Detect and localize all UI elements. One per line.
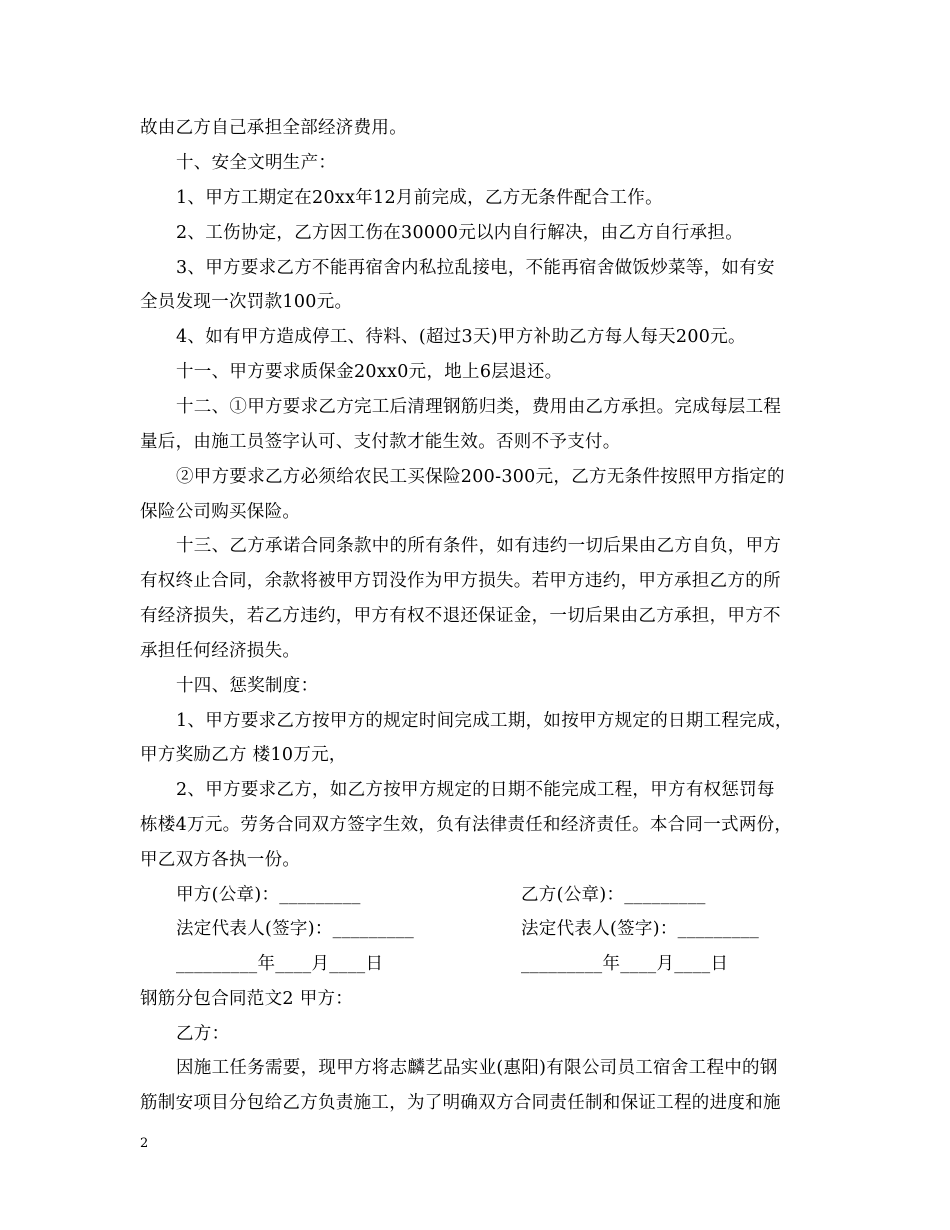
text-line: 有经济损失，若乙方违约，甲方有权不退还保证金，一切后果由乙方承担，甲方不 (140, 606, 781, 626)
section-heading: 十、安全文明生产： (176, 153, 337, 173)
section-heading: 十一、甲方要求质保金20xx0元，地上6层退还。 (176, 362, 563, 382)
text-line: 4、如有甲方造成停工、待料、(超过3天)甲方补助乙方每人每天200元。 (176, 327, 746, 347)
text-line: 量后，由施工员签字认可、支付款才能生效。否则不予支付。 (140, 432, 621, 452)
text-line: 承担任何经济损失。 (140, 641, 301, 661)
text-line: 因施工任务需要，现甲方将志麟艺品实业(惠阳)有限公司员工宿舍工程中的钢 (176, 1058, 778, 1078)
text-line: 故由乙方自己承担全部经济费用。 (140, 118, 407, 138)
document-title-line: 钢筋分包合同范文2 甲方： (140, 989, 354, 1009)
party-b-representative: 法定代表人(签字)：_________ (521, 919, 760, 939)
text-line: 栋楼4万元。劳务合同双方签字生效，负有法律责任和经济责任。本合同一式两份， (140, 815, 793, 835)
text-line: 2、工伤协定，乙方因工伤在30000元以内自行解决，由乙方自行承担。 (176, 223, 744, 243)
party-b-date: _________年____月____日 (521, 954, 729, 974)
text-line: 甲乙双方各执一份。 (140, 850, 301, 870)
party-a-date: _________年____月____日 (176, 954, 384, 974)
text-line: 1、甲方要求乙方按甲方的规定时间完成工期，如按甲方规定的日期工程完成， (176, 711, 793, 731)
party-a-representative: 法定代表人(签字)：_________ (176, 919, 415, 939)
section-heading: 十三、乙方承诺合同条款中的所有条件，如有违约一切后果由乙方自负，甲方 (176, 536, 782, 556)
section-heading: 十四、惩奖制度： (176, 676, 319, 696)
text-line: 甲方奖励乙方 楼10万元， (140, 745, 347, 765)
text-line: 有权终止合同，余款将被甲方罚没作为甲方损失。若甲方违约，甲方承担乙方的所 (140, 571, 781, 591)
party-b-seal: 乙方(公章)：_________ (521, 885, 706, 905)
text-line: 3、甲方要求乙方不能再宿舍内私拉乱接电，不能再宿舍做饭炒菜等，如有安 (176, 258, 775, 278)
text-line: ②甲方要求乙方必须给农民工买保险200-300元，乙方无条件按照甲方指定的 (176, 467, 785, 487)
text-line: 保险公司购买保险。 (140, 502, 301, 522)
text-line: 1、甲方工期定在20xx年12月前完成，乙方无条件配合工作。 (176, 188, 663, 208)
party-a-seal: 甲方(公章)：_________ (176, 885, 361, 905)
section-heading: 十二、①甲方要求乙方完工后清理钢筋归类，费用由乙方承担。完成每层工程 (176, 397, 782, 417)
text-line: 乙方： (176, 1024, 230, 1044)
text-line: 筋制安项目分包给乙方负责施工，为了明确双方合同责任制和保证工程的进度和施 (140, 1093, 781, 1113)
page-number: 2 (140, 1136, 149, 1151)
text-line: 全员发现一次罚款100元。 (140, 292, 353, 312)
text-line: 2、甲方要求乙方，如乙方按甲方规定的日期不能完成工程，甲方有权惩罚每 (176, 780, 775, 800)
